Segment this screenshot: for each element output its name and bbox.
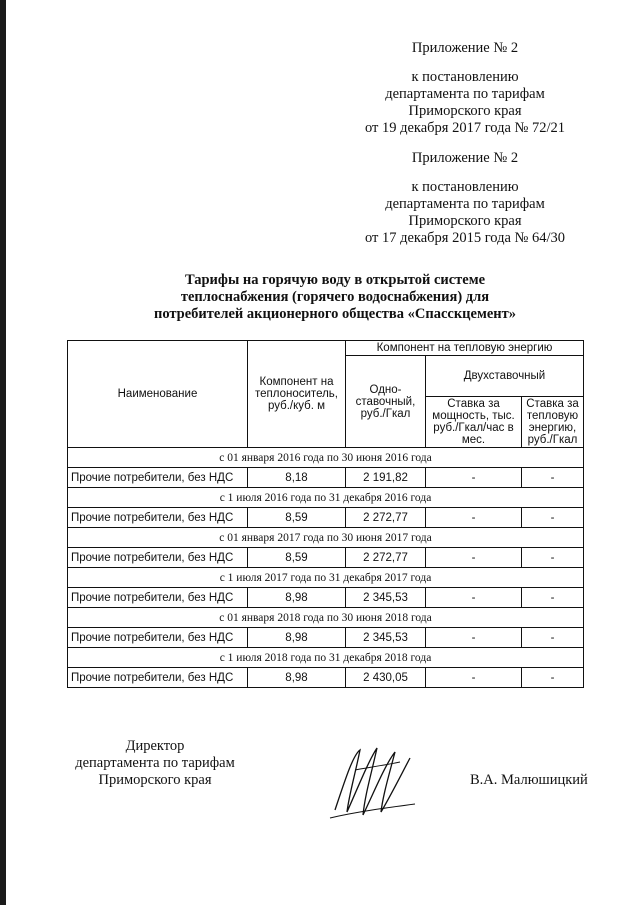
consumer-name: Прочие потребители, без НДС bbox=[68, 508, 248, 528]
header-line: департамента по тарифам bbox=[385, 196, 545, 212]
position-line: Директор bbox=[125, 738, 185, 754]
capacity-value: - bbox=[426, 548, 522, 568]
capacity-value: - bbox=[426, 508, 522, 528]
carrier-value: 8,98 bbox=[248, 588, 346, 608]
carrier-value: 8,18 bbox=[248, 468, 346, 488]
carrier-value: 8,98 bbox=[248, 668, 346, 688]
position-line: департамента по тарифам bbox=[75, 755, 235, 771]
one-rate-value: 2 345,53 bbox=[346, 588, 426, 608]
one-rate-value: 2 272,77 bbox=[346, 548, 426, 568]
signatory-name: В.А. Малюшицкий bbox=[470, 772, 588, 788]
header-line: от 19 декабря 2017 года № 72/21 bbox=[364, 120, 566, 136]
carrier-value: 8,59 bbox=[248, 548, 346, 568]
table-row bbox=[68, 548, 584, 568]
consumer-name: Прочие потребители, без НДС bbox=[68, 668, 248, 688]
tariff-table bbox=[67, 340, 584, 688]
appendix-header-current bbox=[330, 40, 600, 137]
title-line: потребителей акционерного общества «Спасскцемент» bbox=[153, 306, 517, 322]
period-label: с 01 января 2016 года по 30 июня 2016 года bbox=[68, 448, 584, 468]
header-thermal: Компонент на тепловую энергию bbox=[346, 341, 584, 356]
energy-value: - bbox=[522, 668, 584, 688]
capacity-value: - bbox=[426, 588, 522, 608]
energy-value: - bbox=[522, 508, 584, 528]
consumer-name: Прочие потребители, без НДС bbox=[68, 468, 248, 488]
header-line: к постановлению bbox=[411, 179, 519, 195]
header-name: Наименование bbox=[68, 341, 248, 448]
capacity-value: - bbox=[426, 468, 522, 488]
header-line: Приморского края bbox=[408, 213, 522, 229]
table-row bbox=[68, 508, 584, 528]
carrier-value: 8,59 bbox=[248, 508, 346, 528]
period-label: с 1 июля 2018 года по 31 декабря 2018 года bbox=[68, 648, 584, 668]
period-label: с 1 июля 2017 года по 31 декабря 2017 года bbox=[68, 568, 584, 588]
position-line: Приморского края bbox=[98, 772, 212, 788]
header-two-rate: Двухставочный bbox=[426, 356, 584, 397]
one-rate-value: 2 272,77 bbox=[346, 508, 426, 528]
carrier-value: 8,98 bbox=[248, 628, 346, 648]
signatory-position bbox=[60, 738, 250, 789]
table-row bbox=[68, 468, 584, 488]
appendix-title: Приложение № 2 bbox=[411, 150, 519, 166]
energy-value: - bbox=[522, 588, 584, 608]
header-line: Приморского края bbox=[408, 103, 522, 119]
header-carrier: Компонент на теплоноситель, руб./куб. м bbox=[248, 341, 346, 448]
energy-value: - bbox=[522, 628, 584, 648]
header-line: к постановлению bbox=[411, 69, 519, 85]
table-row bbox=[68, 588, 584, 608]
header-line: департамента по тарифам bbox=[385, 86, 545, 102]
appendix-title: Приложение № 2 bbox=[411, 40, 519, 56]
document-title bbox=[100, 272, 570, 323]
period-label: с 01 января 2018 года по 30 июня 2018 года bbox=[68, 608, 584, 628]
period-label: с 01 января 2017 года по 30 июня 2017 года bbox=[68, 528, 584, 548]
appendix-header-original bbox=[330, 150, 600, 247]
period-label: с 1 июля 2016 года по 31 декабря 2016 года bbox=[68, 488, 584, 508]
capacity-value: - bbox=[426, 668, 522, 688]
one-rate-value: 2 345,53 bbox=[346, 628, 426, 648]
header-one-rate: Одно-ставочный, руб./Гкал bbox=[346, 356, 426, 448]
header-capacity-rate: Ставка за мощность, тыс. руб./Гкал/час в мес. bbox=[426, 397, 522, 448]
scan-edge bbox=[0, 0, 6, 905]
consumer-name: Прочие потребители, без НДС bbox=[68, 588, 248, 608]
table-row bbox=[68, 668, 584, 688]
consumer-name: Прочие потребители, без НДС bbox=[68, 628, 248, 648]
capacity-value: - bbox=[426, 628, 522, 648]
header-energy-rate: Ставка за тепловую энергию, руб./Гкал bbox=[522, 397, 584, 448]
energy-value: - bbox=[522, 548, 584, 568]
header-line: от 17 декабря 2015 года № 64/30 bbox=[364, 230, 566, 246]
handwritten-signature bbox=[325, 740, 420, 825]
energy-value: - bbox=[522, 468, 584, 488]
table-row bbox=[68, 628, 584, 648]
one-rate-value: 2 430,05 bbox=[346, 668, 426, 688]
one-rate-value: 2 191,82 bbox=[346, 468, 426, 488]
title-line: Тарифы на горячую воду в открытой системе bbox=[184, 272, 486, 288]
title-line: теплоснабжения (горячего водоснабжения) для bbox=[180, 289, 490, 305]
consumer-name: Прочие потребители, без НДС bbox=[68, 548, 248, 568]
